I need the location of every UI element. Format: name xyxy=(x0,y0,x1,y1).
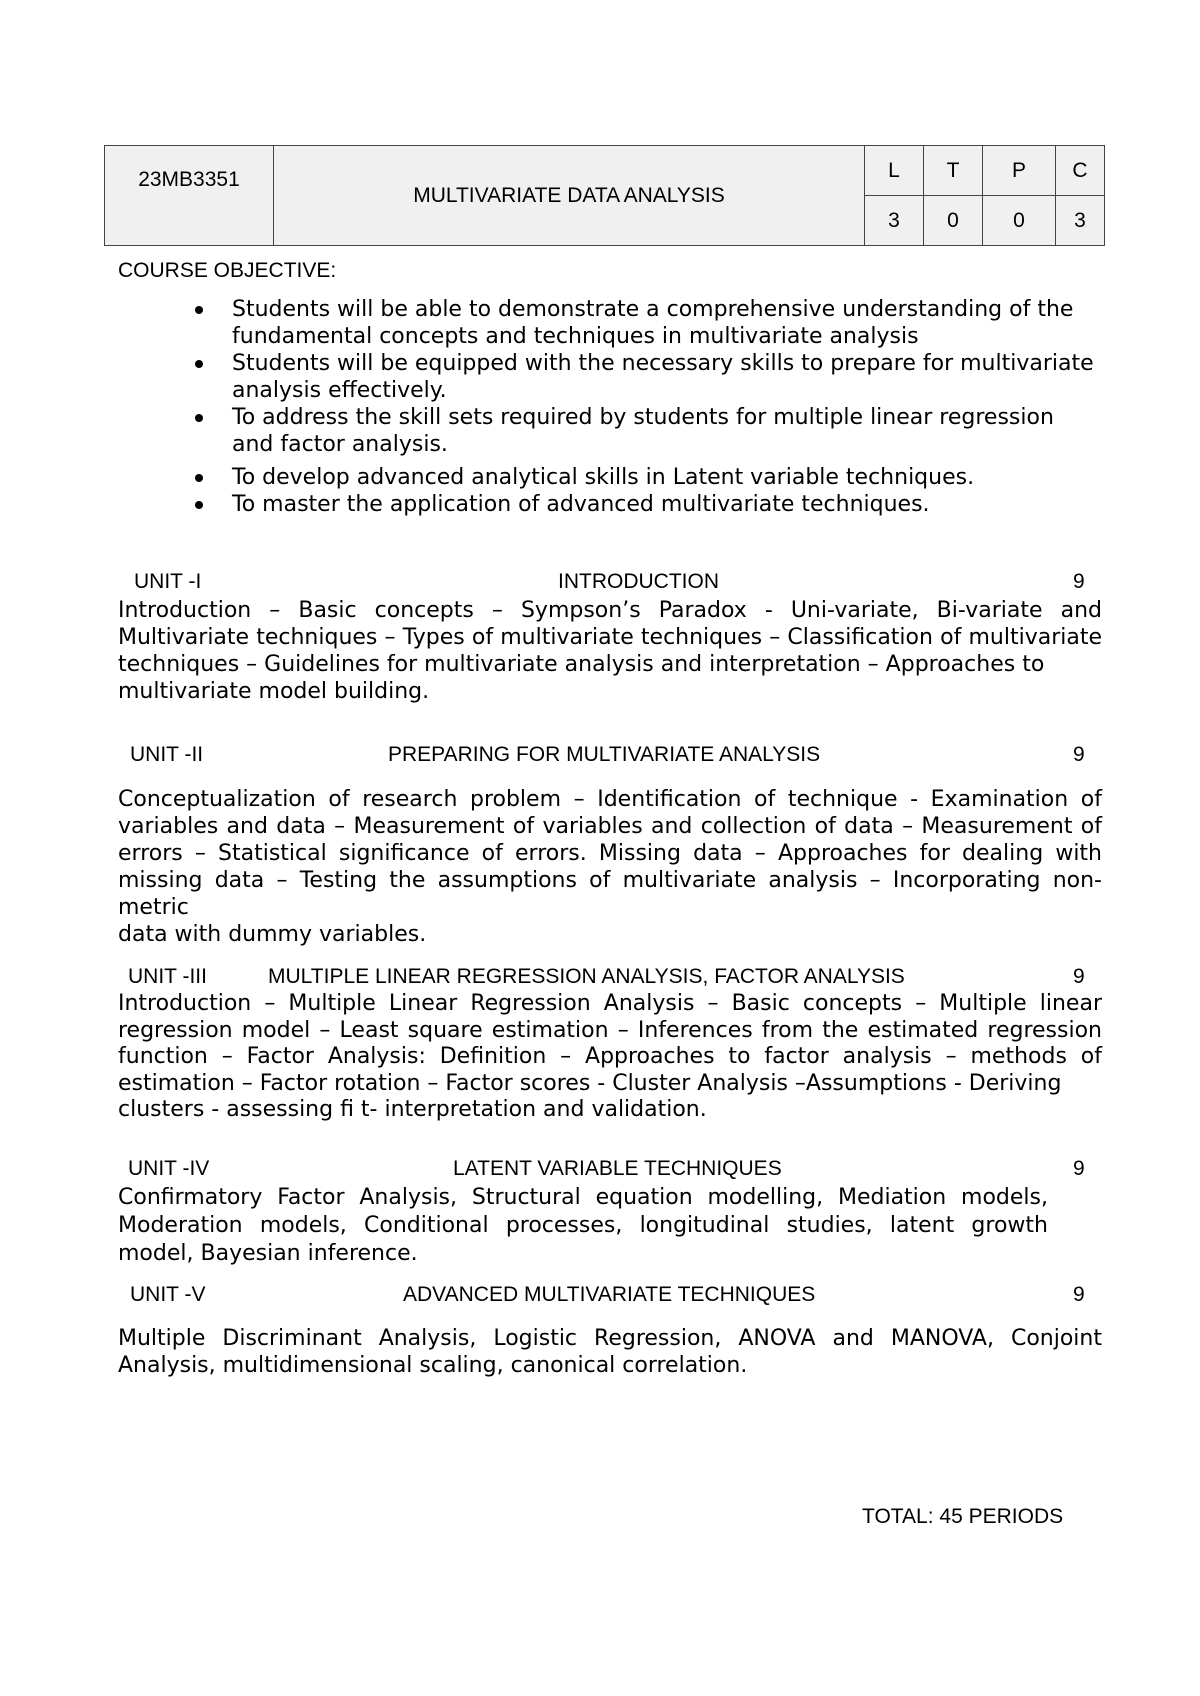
ltpc-label-t: T xyxy=(924,146,983,196)
unit-4-title: LATENT VARIABLE TECHNIQUES xyxy=(453,1157,782,1180)
unit-1-heading xyxy=(118,570,1084,596)
ltpc-label-l: L xyxy=(865,146,924,196)
ltpc-label-c: C xyxy=(1056,146,1105,196)
course-code: 23MB3351 xyxy=(105,146,274,246)
unit-5-heading xyxy=(118,1283,1084,1309)
objectives-heading: COURSE OBJECTIVE: xyxy=(118,259,337,282)
unit-1-text-tail: multivariate model building. xyxy=(118,679,430,704)
objective-item: To develop advanced analytical skills in Latent variable techniques. xyxy=(195,464,1095,491)
unit-3-label: UNIT -III xyxy=(128,965,207,988)
ltpc-value-t: 0 xyxy=(924,196,983,246)
unit-3-text-tail: clusters - assessing fi t- interpretation and validation. xyxy=(118,1097,707,1122)
unit-5-label: UNIT -V xyxy=(130,1283,206,1306)
objective-item: To address the skill sets required by students for multiple linear regression and factor analysis. xyxy=(195,404,1095,458)
unit-4-text: Confirmatory Factor Analysis, Structural equation modelling, Mediation models, Moderation models, Conditional processes, longitudinal studies, latent growth model, Bayesian inference. xyxy=(118,1185,1048,1266)
unit-3-hours: 9 xyxy=(1073,965,1085,988)
objective-item: To master the application of advanced multivariate techniques. xyxy=(195,491,1095,518)
unit-1-label: UNIT -I xyxy=(134,570,202,593)
unit-4-body xyxy=(118,1184,1048,1268)
unit-2-title: PREPARING FOR MULTIVARIATE ANALYSIS xyxy=(388,743,821,766)
course-title: MULTIVARIATE DATA ANALYSIS xyxy=(274,146,865,246)
unit-5-body xyxy=(118,1325,1102,1379)
total-periods: TOTAL: 45 PERIODS xyxy=(862,1505,1064,1528)
unit-2-hours: 9 xyxy=(1073,743,1085,766)
unit-5-hours: 9 xyxy=(1073,1283,1085,1306)
unit-3-text: Introduction – Multiple Linear Regression Analysis – Basic concepts – Multiple linear regression model – Least square estimation – Inferences from the estimated regression function – Factor Analysis: Definition – Approaches to factor analysis – methods of estimation – Factor rotation – Factor scores - Cluster Analysis –Assumptions - Deriving xyxy=(118,991,1102,1096)
unit-2-text: Conceptualization of research problem – Identification of technique - Examination of variables and data – Measurement of variables and collection of data – Measurement of errors – Statistical significance of errors. Missing data – Approaches for dealing with missing data – Testing the assumptions of multivariate analysis – Incorporating non-metric xyxy=(118,787,1102,920)
objective-item: Students will be equipped with the necessary skills to prepare for multivariate analysis effectively. xyxy=(195,350,1095,404)
unit-2-text-tail: data with dummy variables. xyxy=(118,922,427,947)
unit-1-body xyxy=(118,597,1102,705)
objective-item: Students will be able to demonstrate a comprehensive understanding of the fundamental concepts and techniques in multivariate analysis xyxy=(195,296,1095,350)
objectives-list xyxy=(195,296,1095,518)
ltpc-label-p: P xyxy=(983,146,1056,196)
unit-4-hours: 9 xyxy=(1073,1157,1085,1180)
unit-3-body xyxy=(118,991,1102,1124)
unit-4-heading xyxy=(118,1157,1084,1183)
unit-2-body xyxy=(118,786,1102,948)
unit-1-hours: 9 xyxy=(1073,570,1085,593)
ltpc-value-p: 0 xyxy=(983,196,1056,246)
course-header-table xyxy=(104,145,1105,246)
unit-4-label: UNIT -IV xyxy=(128,1157,210,1180)
unit-2-label: UNIT -II xyxy=(130,743,204,766)
unit-5-title: ADVANCED MULTIVARIATE TECHNIQUES xyxy=(403,1283,816,1306)
ltpc-value-c: 3 xyxy=(1056,196,1105,246)
unit-3-title: MULTIPLE LINEAR REGRESSION ANALYSIS, FACTOR ANALYSIS xyxy=(268,965,905,988)
unit-1-title: INTRODUCTION xyxy=(558,570,719,593)
unit-1-text: Introduction – Basic concepts – Sympson’s Paradox - Uni-variate, Bi-variate and Multivariate techniques – Types of multivariate techniques – Classification of multivariate techniques – Guidelines for multivariate analysis and interpretation – Approaches to xyxy=(118,598,1102,677)
unit-3-heading xyxy=(118,965,1084,991)
unit-2-heading xyxy=(118,743,1084,769)
ltpc-value-l: 3 xyxy=(865,196,924,246)
unit-5-text: Multiple Discriminant Analysis, Logistic Regression, ANOVA and MANOVA, Conjoint Analysis, multidimensional scaling, canonical correlation. xyxy=(118,1326,1102,1378)
